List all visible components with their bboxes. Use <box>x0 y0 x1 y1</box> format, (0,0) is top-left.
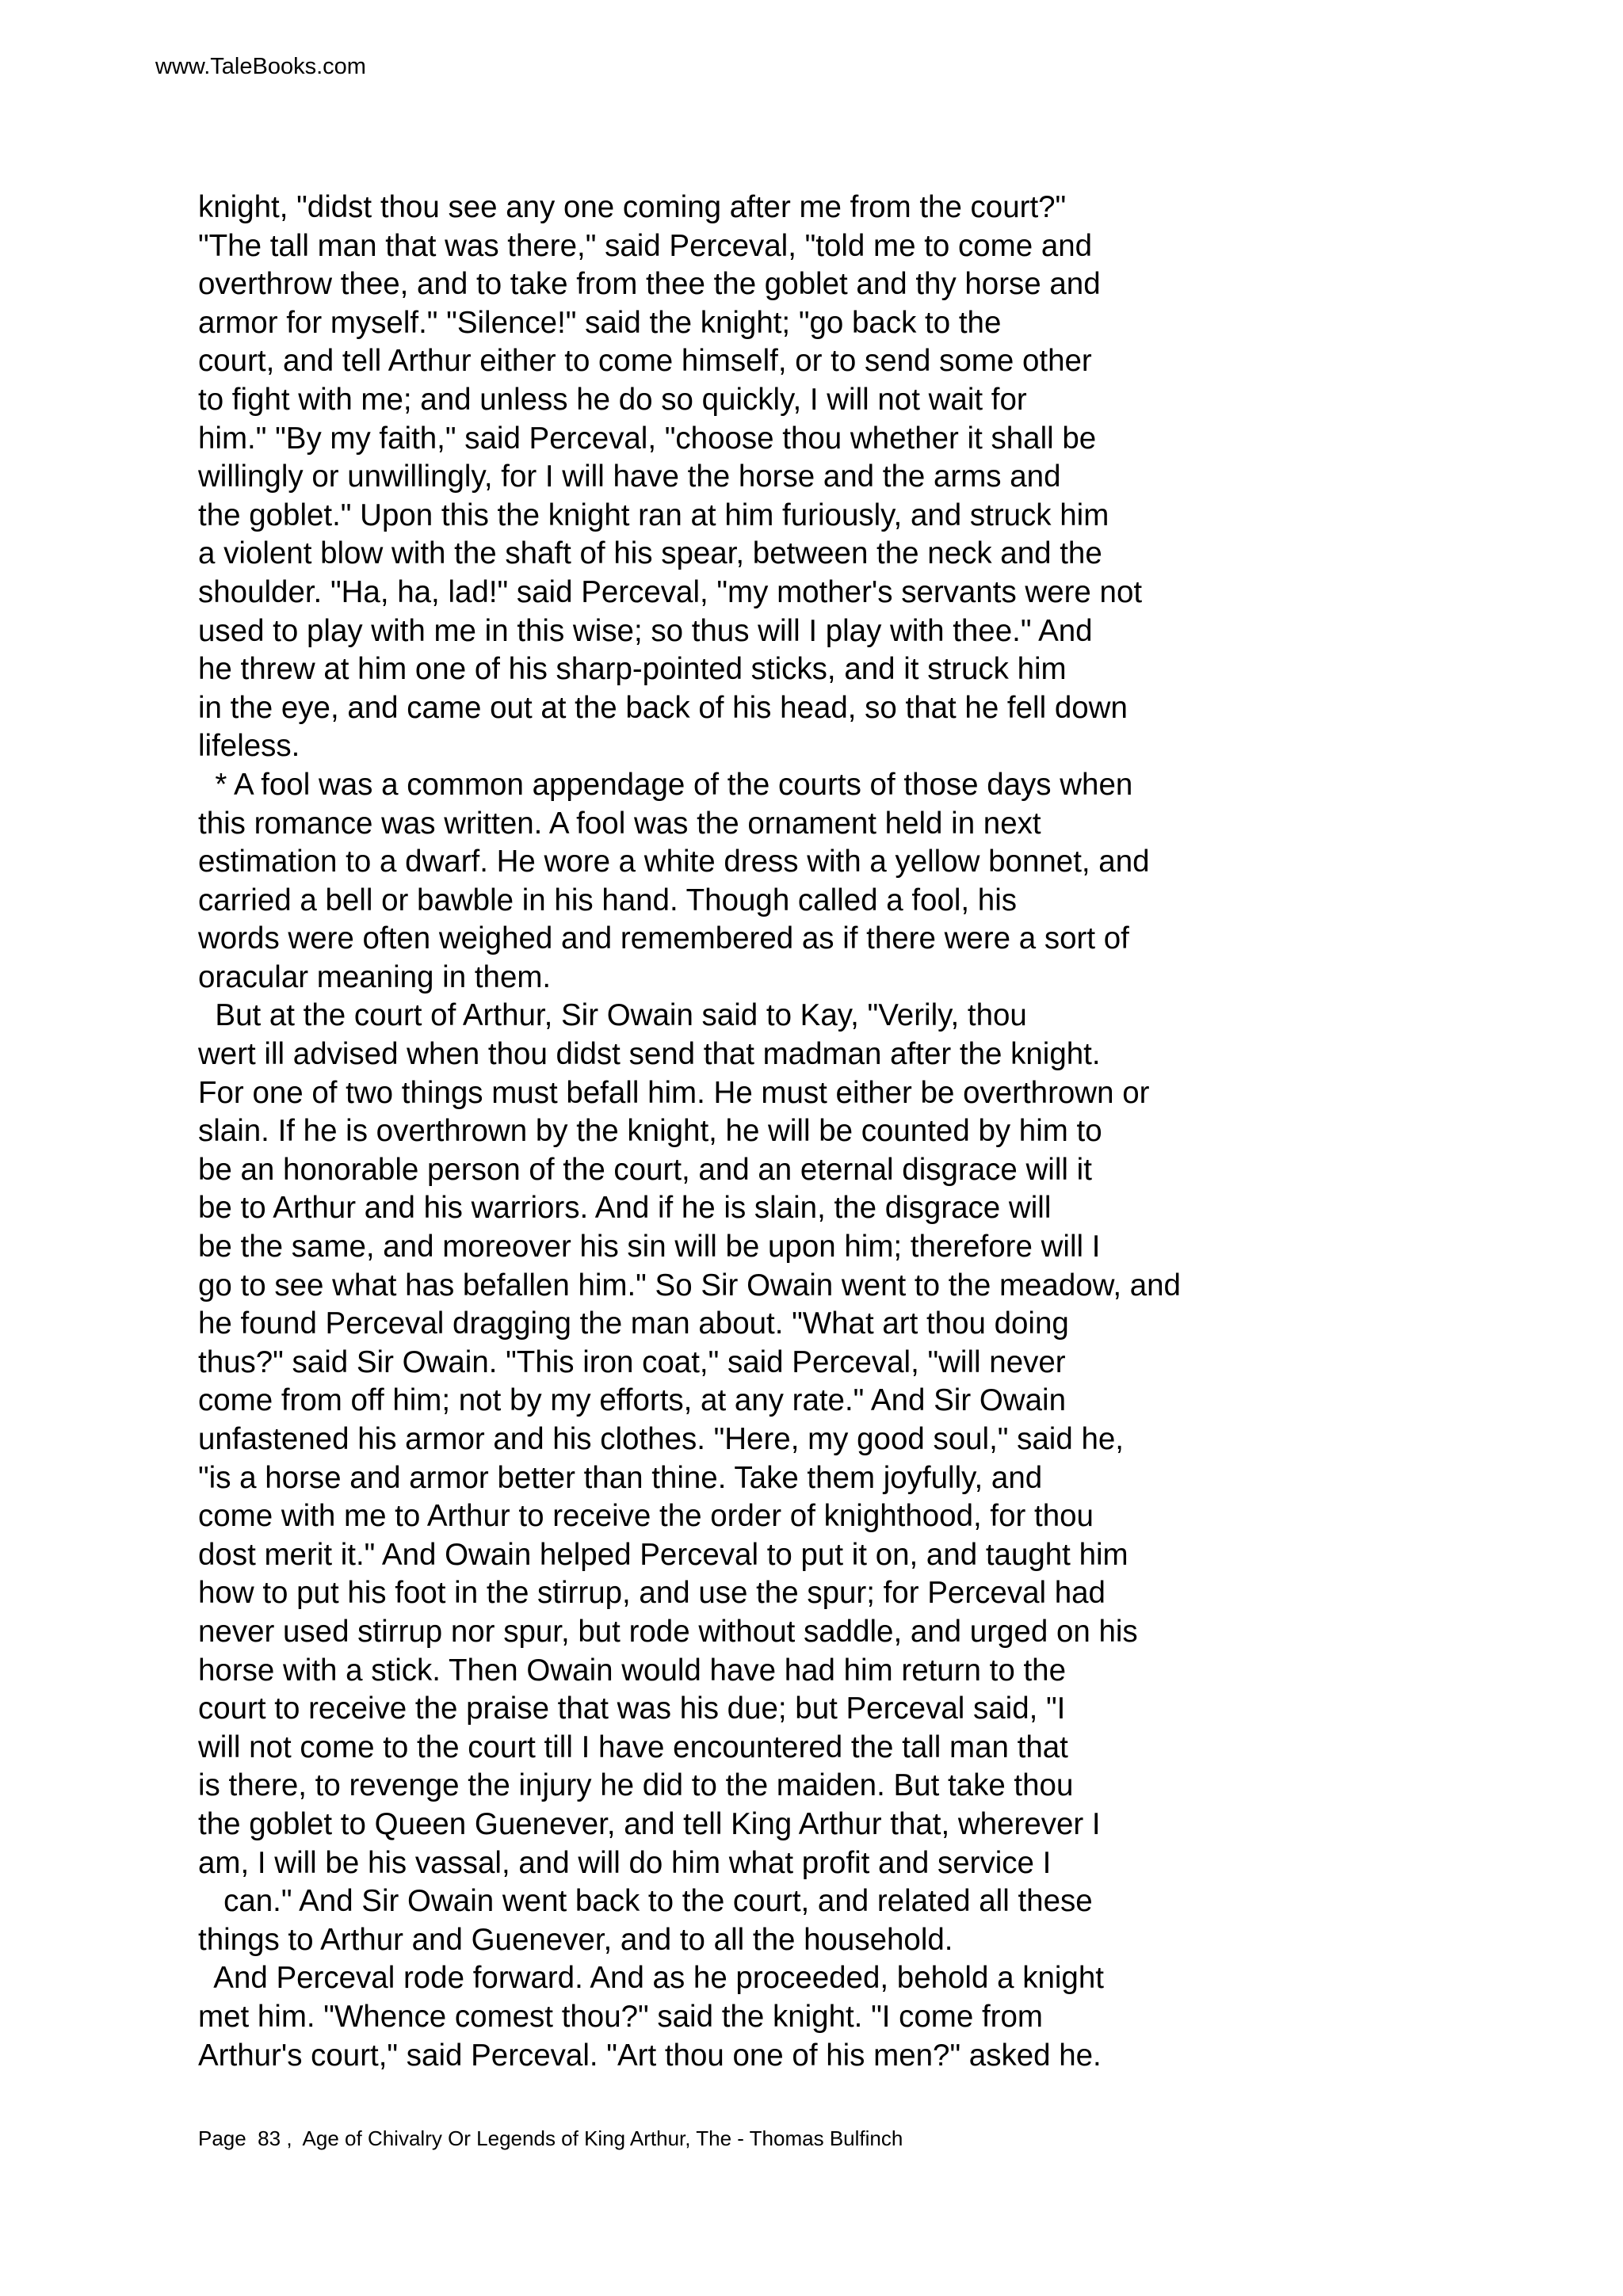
text-line: unfastened his armor and his clothes. "Here, my good soul," said he, <box>198 1422 1124 1456</box>
text-line: thus?" said Sir Owain. "This iron coat," said Perceval, "will never <box>198 1344 1066 1379</box>
text-line: And Perceval rode forward. And as he proceeded, behold a knight <box>198 1961 1104 1996</box>
text-line: the goblet." Upon this the knight ran at him furiously, and struck him <box>198 498 1109 532</box>
text-line: in the eye, and came out at the back of his head, so that he fell down <box>198 690 1128 725</box>
text-line: come with me to Arthur to receive the order of knighthood, for thou <box>198 1499 1094 1534</box>
text-line: willingly or unwillingly, for I will have the horse and the arms and <box>198 460 1061 494</box>
text-line: For one of two things must befall him. He must either be overthrown or <box>198 1075 1150 1110</box>
text-line: * A fool was a common appendage of the courts of those days when <box>198 767 1133 802</box>
text-line: overthrow thee, and to take from thee the goblet and thy horse and <box>198 267 1101 302</box>
text-line: a violent blow with the shaft of his spear, between the neck and the <box>198 536 1102 571</box>
text-line: the goblet to Queen Guenever, and tell King Arthur that, wherever I <box>198 1806 1101 1841</box>
text-line: But at the court of Arthur, Sir Owain said to Kay, "Verily, thou <box>198 998 1027 1033</box>
text-line: dost merit it." And Owain helped Perceval to put it on, and taught him <box>198 1537 1128 1572</box>
text-line: be the same, and moreover his sin will be upon him; therefore will I <box>198 1230 1101 1264</box>
text-line: things to Arthur and Guenever, and to all the household. <box>198 1922 953 1957</box>
text-line: am, I will be his vassal, and will do him what profit and service I <box>198 1845 1052 1880</box>
text-line: shoulder. "Ha, ha, lad!" said Perceval, "my mother's servants were not <box>198 574 1143 609</box>
text-line: is there, to revenge the injury he did to the maiden. But take thou <box>198 1768 1074 1803</box>
text-line: be to Arthur and his warriors. And if he is slain, the disgrace will <box>198 1191 1052 1226</box>
text-line: "The tall man that was there," said Perceval, "told me to come and <box>198 228 1093 263</box>
site-header: www.TaleBooks.com <box>155 54 366 79</box>
text-line: go to see what has befallen him." So Sir Owain went to the meadow, and <box>198 1268 1181 1302</box>
page-body-text <box>198 189 1545 2075</box>
text-line: Arthur's court," said Perceval. "Art thou one of his men?" asked he. <box>198 2038 1102 2073</box>
text-line: met him. "Whence comest thou?" said the knight. "I come from <box>198 1999 1043 2034</box>
text-line: used to play with me in this wise; so thus will I play with thee." And <box>198 613 1093 648</box>
text-line: he found Perceval dragging the man about. "What art thou doing <box>198 1306 1069 1341</box>
text-line: to fight with me; and unless he do so quickly, I will not wait for <box>198 382 1027 417</box>
text-line: carried a bell or bawble in his hand. Though called a fool, his <box>198 883 1018 917</box>
text-line: he threw at him one of his sharp-pointed sticks, and it struck him <box>198 652 1067 687</box>
text-line: can." And Sir Owain went back to the court, and related all these <box>198 1884 1093 1919</box>
text-line: "is a horse and armor better than thine. Take them joyfully, and <box>198 1460 1043 1495</box>
text-line: horse with a stick. Then Owain would have had him return to the <box>198 1653 1066 1688</box>
text-line: armor for myself." "Silence!" said the knight; "go back to the <box>198 305 1002 340</box>
text-line: never used stirrup nor spur, but rode without saddle, and urged on his <box>198 1614 1138 1649</box>
text-line: knight, "didst thou see any one coming after me from the court?" <box>198 190 1067 224</box>
text-line: come from off him; not by my efforts, at any rate." And Sir Owain <box>198 1383 1066 1418</box>
page-footer: Page 83 , Age of Chivalry Or Legends of King Arthur, The - Thomas Bulfinch <box>198 2126 903 2150</box>
text-line: how to put his foot in the stirrup, and use the spur; for Perceval had <box>198 1576 1106 1611</box>
text-line: him." "By my faith," said Perceval, "choose thou whether it shall be <box>198 421 1097 456</box>
text-line: lifeless. <box>198 729 300 764</box>
text-line: estimation to a dwarf. He wore a white dress with a yellow bonnet, and <box>198 845 1150 879</box>
text-line: be an honorable person of the court, and an eternal disgrace will it <box>198 1152 1092 1187</box>
text-line: will not come to the court till I have encountered the tall man that <box>198 1730 1068 1764</box>
text-line: slain. If he is overthrown by the knight, he will be counted by him to <box>198 1114 1102 1149</box>
text-line: oracular meaning in them. <box>198 959 552 994</box>
text-line: this romance was written. A fool was the ornament held in next <box>198 806 1041 841</box>
text-line: wert ill advised when thou didst send that madman after the knight. <box>198 1037 1101 1072</box>
text-line: court, and tell Arthur either to come himself, or to send some other <box>198 344 1092 379</box>
text-line: words were often weighed and remembered as if there were a sort of <box>198 921 1129 956</box>
text-line: court to receive the praise that was his due; but Perceval said, "I <box>198 1691 1066 1726</box>
